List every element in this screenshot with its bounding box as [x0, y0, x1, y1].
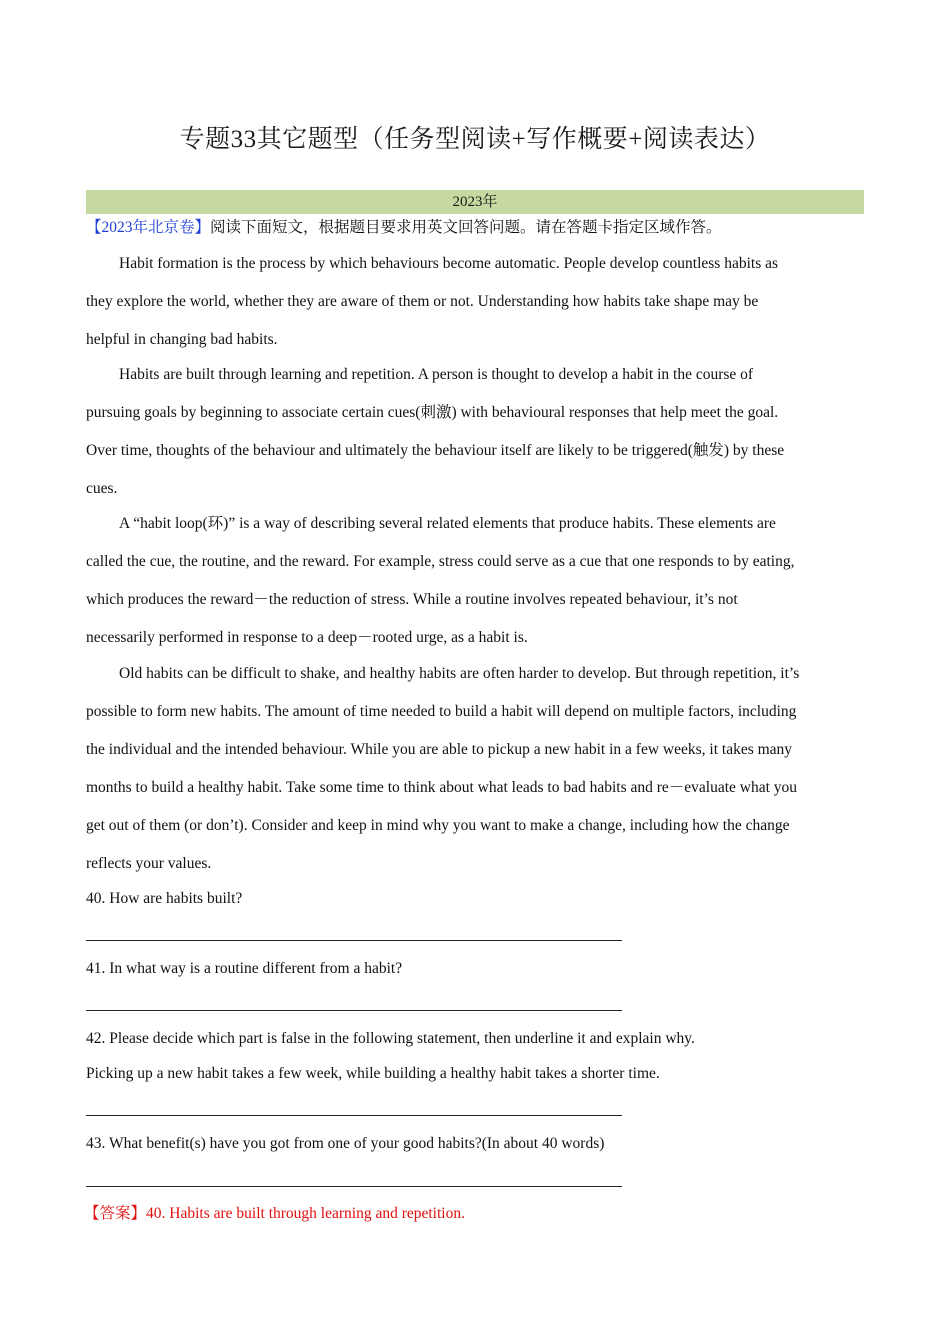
paragraph-line: they explore the world, whether they are aware of them or not. Understanding how habits take shape may be — [86, 293, 759, 310]
answer-blank-41[interactable] — [86, 1010, 622, 1011]
year-section-header: 2023年 — [86, 190, 864, 214]
paragraph-line: called the cue, the routine, and the reward. For example, stress could serve as a cue that one responds to by eating, — [86, 553, 795, 570]
paragraph-line: possible to form new habits. The amount of time needed to build a habit will depend on multiple factors, including — [86, 703, 797, 720]
paragraph-line: necessarily performed in response to a deep－rooted urge, as a habit is. — [86, 629, 528, 646]
paragraph-line: A “habit loop(环)” is a way of describing several related elements that produce habits. These elements are — [119, 515, 776, 532]
paragraph-line: reflects your values. — [86, 855, 212, 872]
paragraph-line: Over time, thoughts of the behaviour and ultimately the behaviour itself are likely to be triggered(触发) by these — [86, 442, 785, 459]
answer-label: 【答案】 — [84, 1205, 147, 1222]
exam-instruction — [86, 209, 864, 247]
paragraph-line: which produces the reward－the reduction of stress. While a routine involves repeated behaviour, it’s not — [86, 591, 738, 608]
paragraph-line: cues. — [86, 480, 118, 497]
question-42-statement: Picking up a new habit takes a few week, while building a healthy habit takes a shorter time. — [86, 1065, 660, 1082]
passage-paragraph-1 — [86, 245, 864, 359]
paragraph-line: helpful in changing bad habits. — [86, 331, 278, 348]
question-41: 41. In what way is a routine different from a habit? — [86, 960, 403, 977]
paragraph-line: Old habits can be difficult to shake, and healthy habits are often harder to develop. But through repetition, it’s — [119, 665, 800, 682]
answer-line — [84, 1195, 862, 1233]
exam-source-label: 【2023年北京卷】 — [86, 219, 211, 236]
answer-text: 40. Habits are built through learning and repetition. — [146, 1205, 465, 1222]
page-title: 专题33其它题型（任务型阅读+写作概要+阅读表达） — [179, 126, 771, 153]
answer-blank-42[interactable] — [86, 1115, 622, 1116]
paragraph-line: months to build a healthy habit. Take some time to think about what leads to bad habits and re－evaluate what you — [86, 779, 798, 796]
answer-blank-40[interactable] — [86, 940, 622, 941]
paragraph-line: the individual and the intended behaviour. While you are able to pickup a new habit in a few weeks, it takes many — [86, 741, 793, 758]
paragraph-line: Habit formation is the process by which behaviours become automatic. People develop countless habits as — [119, 255, 779, 272]
instruction-text: 阅读下面短文，根据题目要求用英文回答问题。请在答题卡指定区域作答。 — [210, 219, 722, 236]
question-42: 42. Please decide which part is false in the following statement, then underline it and explain why. — [86, 1030, 695, 1047]
answer-blank-43[interactable] — [86, 1186, 622, 1187]
question-43: 43. What benefit(s) have you got from one of your good habits?(In about 40 words) — [86, 1135, 605, 1152]
passage-paragraph-3 — [86, 505, 864, 657]
question-40: 40. How are habits built? — [86, 890, 243, 907]
paragraph-line: pursuing goals by beginning to associate certain cues(刺激) with behavioural responses that help meet the goal. — [86, 404, 779, 421]
passage-paragraph-2 — [86, 356, 864, 508]
passage-paragraph-4 — [86, 655, 864, 883]
paragraph-line: Habits are built through learning and repetition. A person is thought to develop a habit in the course of — [119, 366, 754, 383]
paragraph-line: get out of them (or don’t). Consider and keep in mind why you want to make a change, including how the change — [86, 817, 790, 834]
